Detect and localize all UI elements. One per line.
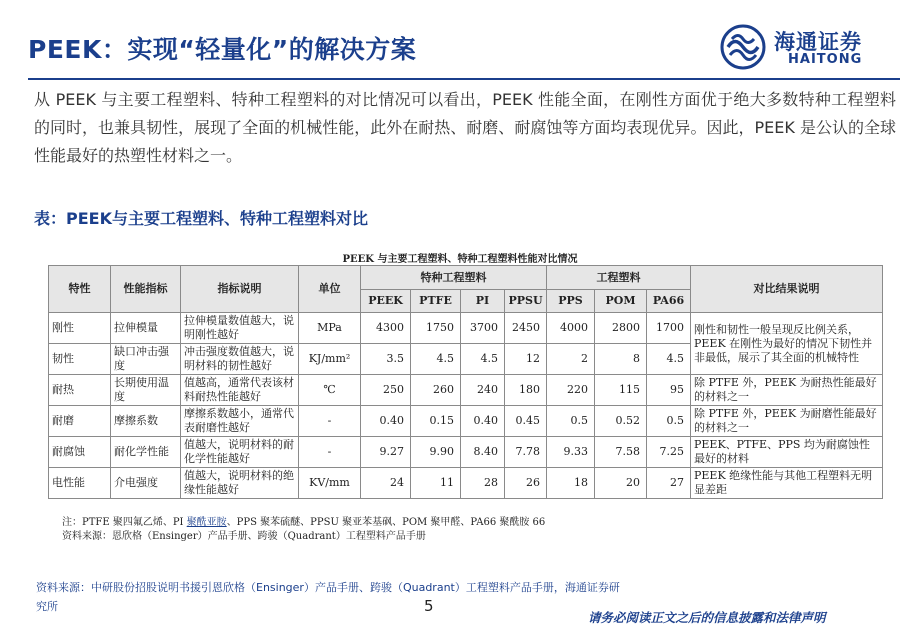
- cell-value: 3.5: [361, 344, 411, 375]
- header-indicator: 性能指标: [111, 266, 181, 313]
- table-source: 资料来源：恩欣格（Ensinger）产品手册、跨骏（Quadrant）工程塑料产品手册: [62, 531, 426, 542]
- cell-value: 220: [547, 375, 595, 406]
- page-title: PEEK：实现“轻量化”的解决方案: [28, 35, 417, 64]
- cell-value: 4.5: [411, 344, 461, 375]
- cell-value: 4.5: [461, 344, 505, 375]
- cell-value: 0.45: [505, 406, 547, 437]
- header-unit: 单位: [299, 266, 361, 313]
- cell-value: 4000: [547, 313, 595, 344]
- cell-value: 20: [595, 468, 647, 499]
- cell-conclusion: PEEK 绝缘性能与其他工程塑料无明显差距: [691, 468, 883, 499]
- header-material: PPS: [547, 290, 595, 313]
- cell-value: 0.40: [361, 406, 411, 437]
- cell-value: 3700: [461, 313, 505, 344]
- cell-unit: KJ/mm²: [299, 344, 361, 375]
- cell-property: 耐磨: [49, 406, 111, 437]
- cell-indicator: 长期使用温度: [111, 375, 181, 406]
- cell-value: 2450: [505, 313, 547, 344]
- logo-chinese-name: 海通证券: [774, 30, 862, 54]
- polyimide-link[interactable]: 聚酰亚胺: [186, 517, 227, 528]
- cell-value: 11: [411, 468, 461, 499]
- cell-value: 115: [595, 375, 647, 406]
- header-engineering-plastics: 工程塑料: [547, 266, 691, 290]
- cell-value: 12: [505, 344, 547, 375]
- cell-description: 冲击强度数值越大，说明材料的韧性越好: [181, 344, 299, 375]
- table-row: [49, 468, 883, 499]
- cell-conclusion: 除 PTFE 外，PEEK 为耐磨性能最好的材料之一: [691, 406, 883, 437]
- table-heading: 表：PEEK与主要工程塑料、特种工程塑料对比: [34, 209, 368, 228]
- cell-value: 95: [647, 375, 691, 406]
- table-row: [49, 406, 883, 437]
- comparison-table: [48, 265, 883, 499]
- haitong-emblem-icon: [720, 24, 766, 70]
- cell-indicator: 拉伸模量: [111, 313, 181, 344]
- header-material: PA66: [647, 290, 691, 313]
- header-material: PPSU: [505, 290, 547, 313]
- cell-unit: ℃: [299, 375, 361, 406]
- cell-value: 2: [547, 344, 595, 375]
- cell-description: 值越高，通常代表该材料耐热性能越好: [181, 375, 299, 406]
- cell-indicator: 耐化学性能: [111, 437, 181, 468]
- cell-value: 0.5: [647, 406, 691, 437]
- header-material: POM: [595, 290, 647, 313]
- table-caption: PEEK 与主要工程塑料、特种工程塑料性能对比情况: [342, 254, 578, 265]
- cell-value: 0.40: [461, 406, 505, 437]
- cell-value: 4300: [361, 313, 411, 344]
- header-conclusion: 对比结果说明: [691, 266, 883, 313]
- cell-property: 韧性: [49, 344, 111, 375]
- note-suffix: 、PPS 聚苯硫醚、PPSU 聚亚苯基砜、POM 聚甲醛、PA66 聚酰胺 66: [226, 517, 546, 528]
- cell-property: 耐腐蚀: [49, 437, 111, 468]
- header-special-plastics: 特种工程塑料: [361, 266, 547, 290]
- cell-value: 1750: [411, 313, 461, 344]
- cell-value: 24: [361, 468, 411, 499]
- cell-indicator: 介电强度: [111, 468, 181, 499]
- cell-value: 2800: [595, 313, 647, 344]
- cell-conclusion: 除 PTFE 外，PEEK 为耐热性能最好的材料之一: [691, 375, 883, 406]
- cell-description: 拉伸模量数值越大，说明刚性越好: [181, 313, 299, 344]
- cell-value: 8.40: [461, 437, 505, 468]
- cell-property: 刚性: [49, 313, 111, 344]
- table-notes: [62, 516, 545, 544]
- cell-value: 28: [461, 468, 505, 499]
- cell-value: 7.25: [647, 437, 691, 468]
- cell-unit: -: [299, 437, 361, 468]
- header-description: 指标说明: [181, 266, 299, 313]
- cell-value: 250: [361, 375, 411, 406]
- cell-description: 摩擦系数越小，通常代表耐磨性越好: [181, 406, 299, 437]
- cell-value: 1700: [647, 313, 691, 344]
- cell-value: 18: [547, 468, 595, 499]
- header-material: PTFE: [411, 290, 461, 313]
- cell-description: 值越大，说明材料的耐化学性能越好: [181, 437, 299, 468]
- header-divider: [28, 78, 900, 80]
- cell-value: 9.33: [547, 437, 595, 468]
- footer-source: 资料来源：中研股份招股说明书援引恩欣格（Ensinger）产品手册、跨骏（Quadrant）工程塑料产品手册，海通证券研究所: [36, 581, 620, 613]
- intro-paragraph: 从 PEEK 与主要工程塑料、特种工程塑料的对比情况可以看出，PEEK 性能全面，在刚性方面优于绝大多数特种工程塑料的同时，也兼具韧性，展现了全面的机械性能，此外在耐热、耐磨、耐腐蚀等方面均表现优异。因此，PEEK 是公认的全球性能最好的热塑性材料之一。: [34, 90, 896, 165]
- cell-value: 4.5: [647, 344, 691, 375]
- cell-value: 9.27: [361, 437, 411, 468]
- cell-description: 值越大，说明材料的绝缘性能越好: [181, 468, 299, 499]
- abbreviation-note: [62, 516, 545, 530]
- cell-property: 电性能: [49, 468, 111, 499]
- header-material: PI: [461, 290, 505, 313]
- cell-value: 0.5: [547, 406, 595, 437]
- legal-disclaimer: 请务必阅读正文之后的信息披露和法律声明: [588, 610, 826, 625]
- cell-value: 8: [595, 344, 647, 375]
- cell-value: 0.15: [411, 406, 461, 437]
- cell-value: 7.58: [595, 437, 647, 468]
- header-material: PEEK: [361, 290, 411, 313]
- cell-indicator: 缺口冲击强度: [111, 344, 181, 375]
- cell-value: 240: [461, 375, 505, 406]
- cell-property: 耐热: [49, 375, 111, 406]
- table-row: [49, 313, 883, 344]
- header-property: 特性: [49, 266, 111, 313]
- note-prefix: 注：PTFE 聚四氟乙烯、PI: [62, 517, 187, 528]
- cell-unit: MPa: [299, 313, 361, 344]
- logo-english-name: HAITONG: [788, 52, 863, 67]
- cell-value: 7.78: [505, 437, 547, 468]
- cell-unit: KV/mm: [299, 468, 361, 499]
- cell-value: 260: [411, 375, 461, 406]
- cell-conclusion: 刚性和韧性一般呈现反比例关系，PEEK 在刚性为最好的情况下韧性并非最低，展示了其全面的机械特性: [691, 313, 883, 375]
- cell-value: 26: [505, 468, 547, 499]
- cell-indicator: 摩擦系数: [111, 406, 181, 437]
- haitong-logo: [720, 22, 900, 72]
- cell-conclusion: PEEK、PTFE、PPS 均为耐腐蚀性最好的材料: [691, 437, 883, 468]
- table-row: [49, 375, 883, 406]
- cell-unit: -: [299, 406, 361, 437]
- cell-value: 0.52: [595, 406, 647, 437]
- cell-value: 27: [647, 468, 691, 499]
- cell-value: 9.90: [411, 437, 461, 468]
- page-number: 5: [424, 597, 434, 615]
- table-row: [49, 437, 883, 468]
- cell-value: 180: [505, 375, 547, 406]
